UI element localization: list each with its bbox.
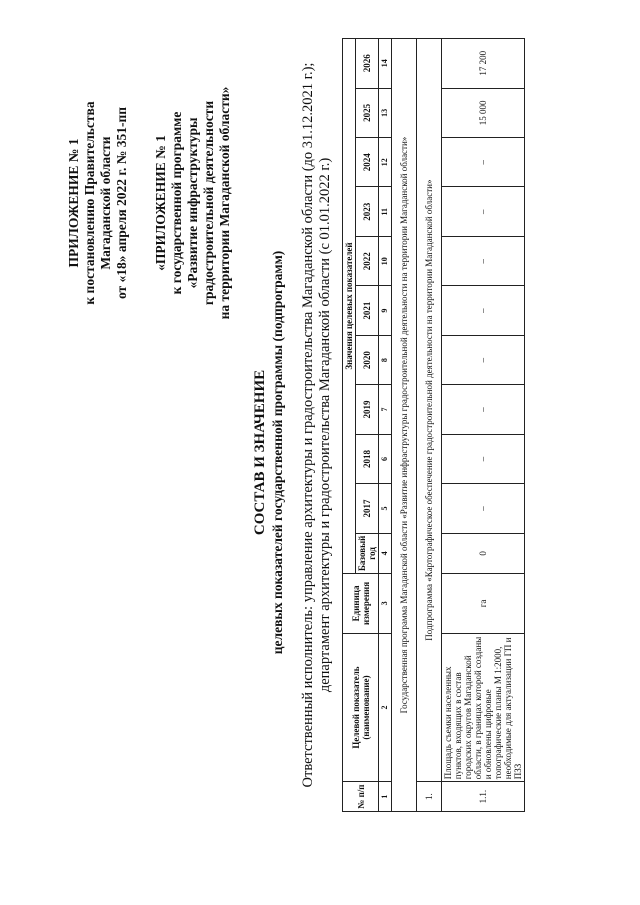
indicators-table [342,38,525,812]
responsible-executor [300,45,334,805]
row-indicator: Площадь съемки населенных пунктов, входящих в состав городских округов Магаданской области, в границах которой созданы и обновлены цифровые топографические планы М 1:2000, необходимые для актуализации ГП и ПЗЗ [442,633,525,781]
column-number: 2 [379,633,392,781]
document-subtitle: целевых показателей государственной программы (подпрограмм) [270,250,285,655]
row-value: – [442,385,525,434]
row-num: 1.1. [442,782,525,812]
header-year: 2020 [356,335,379,384]
column-number: 3 [379,574,392,634]
column-number: 4 [379,533,392,573]
appendix-header [66,53,130,353]
row-base: 0 [442,533,525,573]
document-title: СОСТАВ И ЗНАЧЕНИЕ [252,369,268,536]
header-indicator: Целевой показатель (наименование) [343,633,379,781]
row-value: – [442,434,525,483]
appendix-line: ПРИЛОЖЕНИЕ № 1 [66,138,81,268]
appendix-line: к постановлению Правительства [82,101,97,305]
program-appendix-header [153,53,233,353]
column-number: 5 [379,484,392,533]
subprogram-name: Подпрограмма «Картографическое обеспечение градостроительной деятельности на территории Магаданской области» [417,39,442,782]
program-header-line: градостроительной деятельности [201,100,216,306]
program-row [392,39,417,812]
subprogram-row [417,39,442,812]
row-value: 17 200 [442,39,525,89]
column-number: 9 [379,286,392,335]
subprogram-num: 1. [417,782,442,812]
column-number: 1 [379,782,392,812]
row-value: 15 000 [442,88,525,137]
column-number: 12 [379,138,392,187]
row-value: – [442,187,525,236]
header-year: 2025 [356,88,379,137]
header-year: 2023 [356,187,379,236]
header-year: 2017 [356,484,379,533]
column-number-row [379,39,392,812]
row-value: – [442,236,525,285]
program-header-line: к государственной программе [169,111,184,295]
row-value: – [442,335,525,384]
row-value: – [442,484,525,533]
column-number: 10 [379,236,392,285]
appendix-line: от «18» апреля 2022 г. № 351-пп [114,106,129,300]
header-year: 2022 [356,236,379,285]
header-year: 2018 [356,434,379,483]
row-unit: га [442,574,525,634]
program-header-line: «Развитие инфраструктуры [185,117,200,289]
header-year: 2026 [356,39,379,89]
row-value: – [442,286,525,335]
appendix-line: Магаданской области [98,136,113,270]
responsible-line: департамент архитектуры и градостроительства Магаданской области (с 01.01.2022 г.) [317,157,333,693]
column-number: 13 [379,88,392,137]
column-number: 8 [379,335,392,384]
table-row [442,39,525,812]
program-header-line: «ПРИЛОЖЕНИЕ № 1 [153,135,168,271]
column-number: 11 [379,187,392,236]
table-header-row [343,39,356,812]
column-number: 6 [379,434,392,483]
header-unit: Единица измерения [343,574,379,634]
header-num: № п/п [343,782,379,812]
header-values-group: Значения целевых показателей [343,39,356,574]
column-number: 7 [379,385,392,434]
column-number: 14 [379,39,392,89]
program-name: Государственная программа Магаданской области «Развитие инфраструктуры градостроительной деятельности на территории Магаданской области» [392,39,417,812]
header-year: 2021 [356,286,379,335]
responsible-line: Ответственный исполнитель: управление архитектуры и градостроительства Магаданской области (до 31.12.2021 г.); [300,62,316,788]
program-header-line: на территории Магаданской области» [217,86,232,320]
header-base-year: Базовый год [356,533,379,573]
row-value: – [442,138,525,187]
header-year: 2019 [356,385,379,434]
header-year: 2024 [356,138,379,187]
